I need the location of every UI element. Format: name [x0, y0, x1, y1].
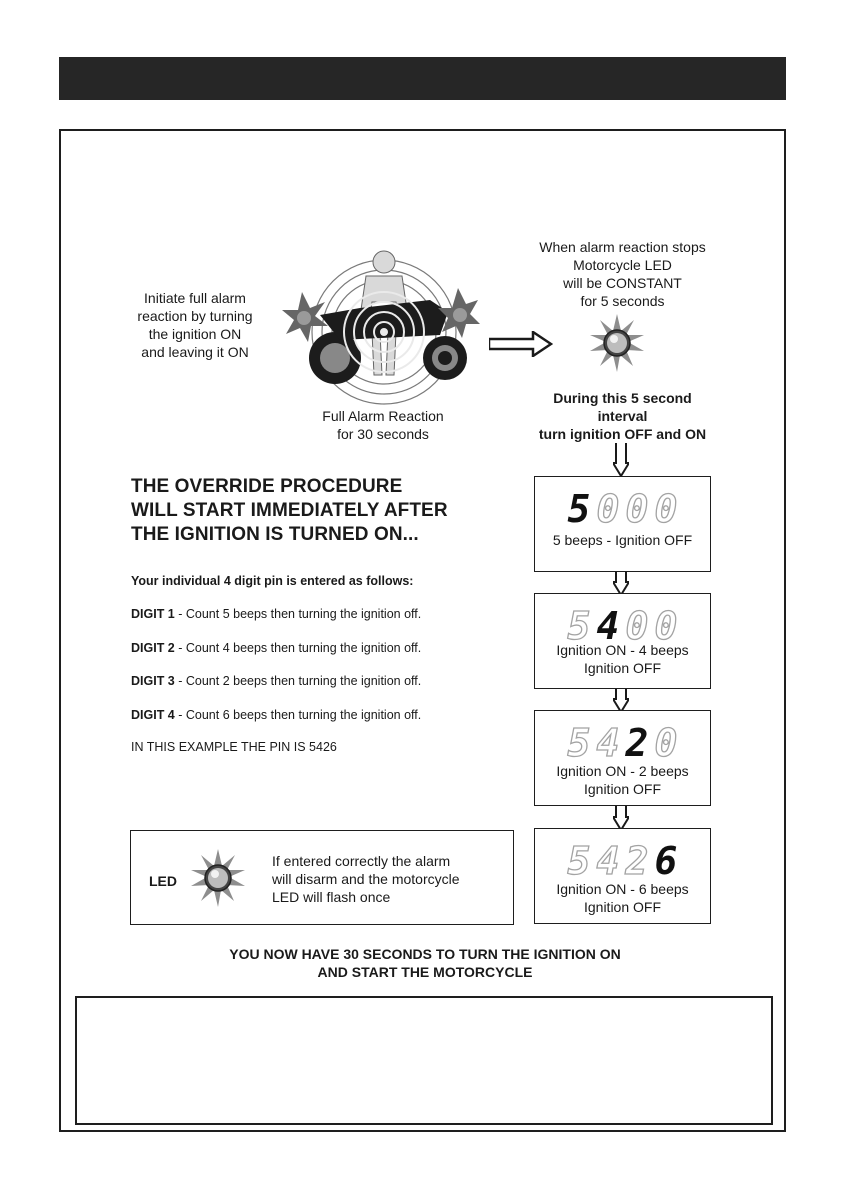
display-digit: 0	[625, 604, 649, 648]
interval-text: During this 5 second interval turn ignition OFF and ON	[538, 390, 707, 442]
led-label: LED	[149, 873, 177, 889]
pin-example: IN THIS EXAMPLE THE PIN IS 5426	[131, 740, 337, 754]
right-arrow-icon	[489, 331, 553, 357]
display-digit: 2	[625, 721, 649, 765]
digit-step-3: DIGIT 3 - Count 2 beeps then turning the ignition off.	[131, 674, 422, 688]
display-caption: Ignition ON - 2 beeps Ignition OFF	[556, 763, 689, 797]
down-arrow-icon	[613, 443, 629, 477]
display-digit: 4	[596, 604, 620, 648]
display-digit: 0	[654, 721, 678, 765]
alarm-stops-text: When alarm reaction stops Motorcycle LED will be CONSTANT for 5 seconds	[539, 239, 706, 309]
full-alarm-caption: Full Alarm Reaction for 30 seconds	[322, 408, 444, 442]
motorcycle-alarm-illustration	[280, 240, 480, 405]
display-digit: 5	[567, 487, 591, 531]
display-digit: 5	[567, 721, 591, 765]
digit-readout	[535, 839, 710, 883]
digit-step-4: DIGIT 4 - Count 6 beeps then turning the ignition off.	[131, 708, 422, 722]
led-flash-icon	[189, 849, 247, 907]
pin-display-3	[534, 710, 711, 806]
display-digit: 4	[596, 721, 620, 765]
thirty-seconds-notice: YOU NOW HAVE 30 SECONDS TO TURN THE IGNITION ON AND START THE MOTORCYCLE	[229, 946, 621, 980]
note-box	[75, 996, 773, 1125]
pin-display-4	[534, 828, 711, 924]
pin-display-2	[534, 593, 711, 689]
display-digit: 5	[567, 839, 591, 883]
title-bar	[59, 57, 786, 100]
led-text: If entered correctly the alarm will disarm and the motorcycle LED will flash once	[272, 853, 460, 905]
display-digit: 4	[596, 839, 620, 883]
led-info-box	[130, 830, 514, 925]
display-digit: 0	[654, 487, 678, 531]
digit-step-1: DIGIT 1 - Count 5 beeps then turning the ignition off.	[131, 607, 422, 621]
override-procedure-heading: THE OVERRIDE PROCEDURE WILL START IMMEDIATELY AFTER THE IGNITION IS TURNED ON...	[131, 476, 448, 545]
display-digit: 0	[596, 487, 620, 531]
display-digit: 0	[625, 487, 649, 531]
display-digit: 2	[625, 839, 649, 883]
digit-step-2: DIGIT 2 - Count 4 beeps then turning the ignition off.	[131, 641, 422, 655]
pin-intro: Your individual 4 digit pin is entered as follows:	[131, 574, 414, 588]
digit-readout	[535, 487, 710, 531]
digit-readout	[535, 721, 710, 765]
display-digit: 5	[567, 604, 591, 648]
display-caption: Ignition ON - 6 beeps Ignition OFF	[556, 881, 689, 915]
display-digit: 6	[654, 839, 678, 883]
initiate-text: Initiate full alarm reaction by turning the ignition ON and leaving it ON	[137, 290, 253, 360]
led-constant-icon	[588, 314, 646, 372]
display-caption: Ignition ON - 4 beeps Ignition OFF	[556, 642, 689, 676]
digit-readout	[535, 604, 710, 648]
display-caption: 5 beeps - Ignition OFF	[552, 532, 693, 548]
pin-display-1	[534, 476, 711, 572]
display-digit: 0	[654, 604, 678, 648]
